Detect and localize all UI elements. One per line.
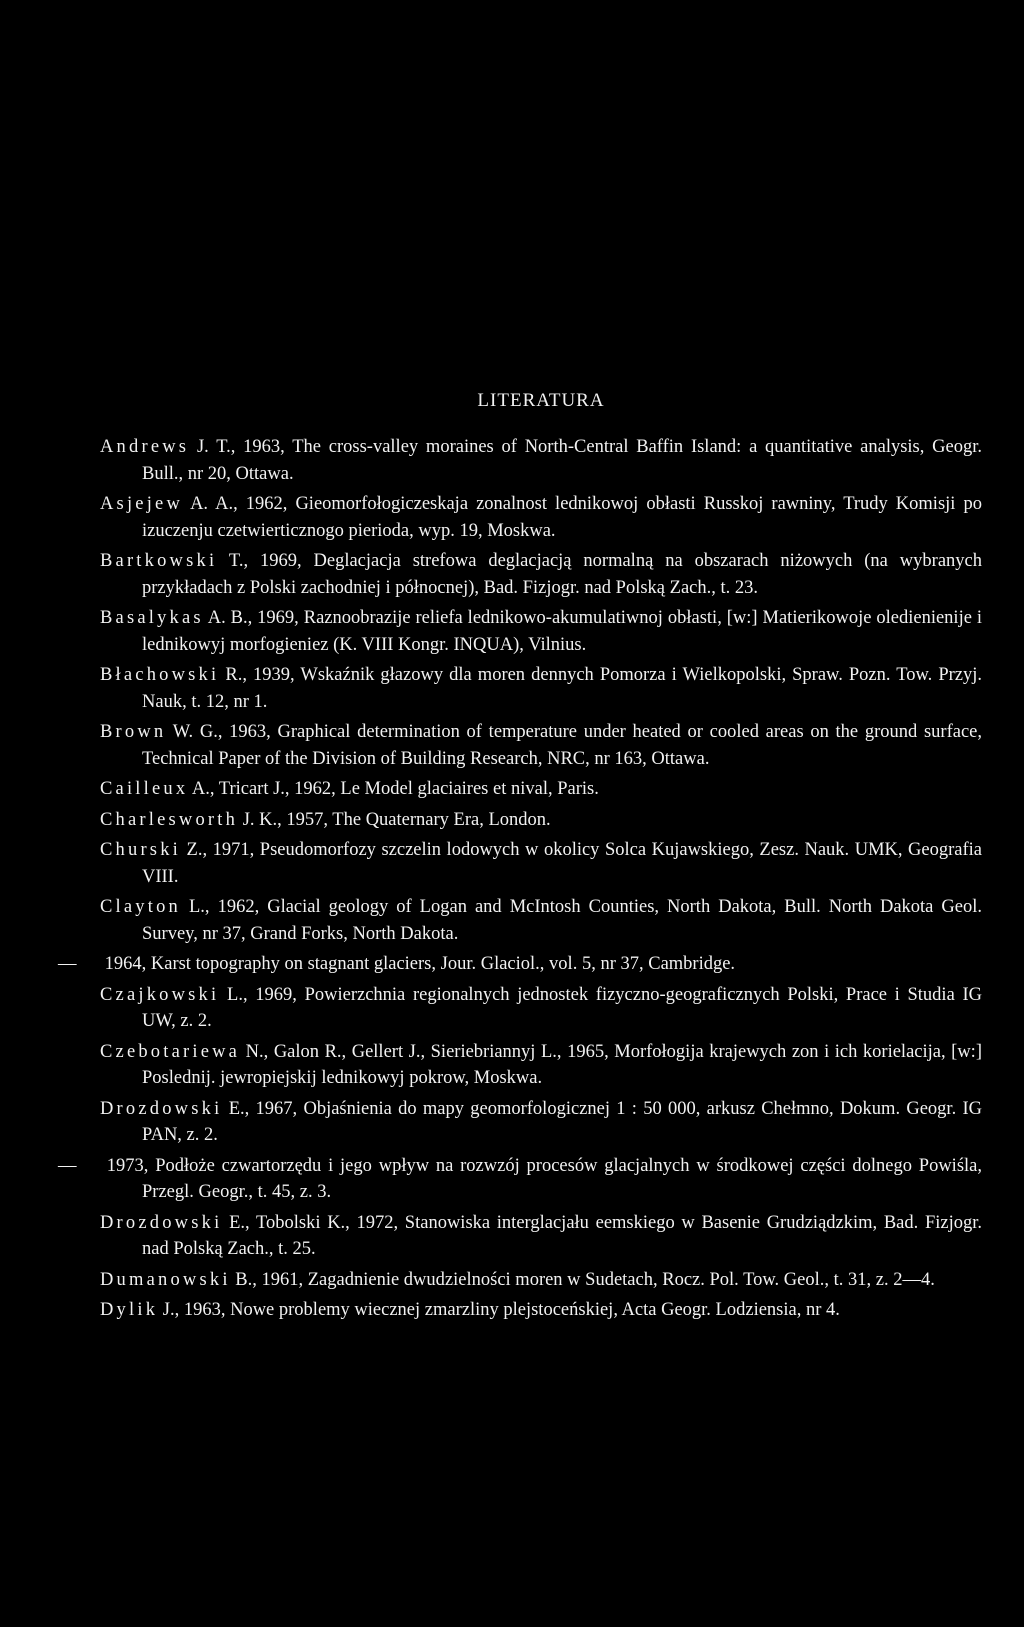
- reference-details: R., 1939, Wskaźnik głazowy dla moren dennych Pomorza i Wielkopolski, Spraw. Pozn. Tow. Przyj. Nauk, t. 12, nr 1.: [142, 665, 982, 712]
- reference-author: Błachowski: [100, 665, 220, 685]
- reference-author: Basalykas: [100, 608, 204, 628]
- page-title: LITERATURA: [477, 390, 605, 411]
- reference-entry: [100, 1267, 982, 1294]
- reference-entry: [100, 837, 982, 890]
- reference-author: Bartkowski: [100, 551, 218, 571]
- bibliography-page: [58, 390, 982, 1328]
- reference-details: A. B., 1969, Raznoobrazije reliefa lednikowo-akumulatiwnoj obłasti, [w:] Matierikowoje oledienienije i lednikowyj morfogieniez (K. VIII Kongr. INQUA), Vilnius.: [142, 608, 982, 655]
- reference-entry: [100, 548, 982, 601]
- reference-details: A. A., 1962, Gieomorfołogiczeskaja zonalnost lednikowoj obłasti Russkoj rawniny, Trudy Komisji po izuczenju czetwierticznogo pierioda, wyp. 19, Moskwa.: [142, 494, 982, 541]
- reference-author: Drozdowski: [100, 1098, 223, 1119]
- reference-details: E., Tobolski K., 1972, Stanowiska interglacjału eemskiego w Basenie Grudziądzkim, Bad. Fizjogr. nad Polską Zach., t. 25.: [142, 1212, 982, 1259]
- reference-author: Dylik: [100, 1300, 159, 1320]
- reference-details: N., Galon R., Gellert J., Sieriebriannyj L., 1965, Morfołogija krajewych zon i ich korielacija, [w:] Poslednij. jewropiejskij lednikowyj pokrow, Moskwa.: [142, 1041, 982, 1088]
- reference-entry: [100, 776, 982, 803]
- reference-details: 1964, Karst topography on stagnant glaciers, Jour. Glaciol., vol. 5, nr 37, Cambridge.: [100, 954, 736, 974]
- reference-details: Z., 1971, Pseudomorfozy szczelin lodowych w okolicy Solca Kujawskiego, Zesz. Nauk. UMK, Geografia VIII.: [142, 840, 982, 887]
- reference-details: T., 1969, Deglacjacja strefowa deglacjacją normalną na obszarach niżowych (na wybranych przykładach z Polski zachodniej i północnej), Bad. Fizjogr. nad Polską Zach., t. 23.: [142, 551, 982, 598]
- reference-author: Czebotariewa: [100, 1041, 241, 1062]
- reference-author: Brown: [100, 722, 167, 742]
- reference-author: Cailleux: [100, 779, 189, 799]
- reference-details: J. K., 1957, The Quaternary Era, London.: [238, 809, 551, 830]
- reference-entry: [100, 491, 982, 544]
- reference-details: B., 1961, Zagadnienie dwudzielności moren w Sudetach, Rocz. Pol. Tow. Geol., t. 31, z. 2—4.: [230, 1269, 935, 1290]
- reference-entry: [100, 894, 982, 947]
- reference-details: E., 1967, Objaśnienia do mapy geomorfologicznej 1 : 50 000, arkusz Chełmno, Dokum. Geogr. IG PAN, z. 2.: [142, 1098, 982, 1145]
- reference-details: L., 1969, Powierzchnia regionalnych jednostek fizyczno-geograficznych Polski, Prace i Studia IG UW, z. 2.: [142, 984, 982, 1031]
- reference-details: L., 1962, Glacial geology of Logan and McIntosh Counties, North Dakota, Bull. North Dakota Geol. Survey, nr 37, Grand Forks, North Dakota.: [142, 897, 982, 944]
- reference-author: Asjejew: [100, 494, 184, 514]
- reference-author: Churski: [100, 840, 181, 860]
- reference-author: Czajkowski: [100, 984, 220, 1005]
- reference-author: Charlesworth: [100, 809, 239, 830]
- reference-author: Andrews: [100, 437, 190, 457]
- reference-details: A., Tricart J., 1962, Le Model glaciaires et nival, Paris.: [188, 779, 599, 799]
- reference-author: Drozdowski: [100, 1212, 223, 1233]
- reference-entry: — 1973, Podłoże czwartorzędu i jego wpływ na rozwzój procesów glacjalnych w środkowej części dolnego Powiśla, Przegl. Geogr., t. 45, z. 3.: [58, 1155, 982, 1202]
- reference-entry: [100, 662, 982, 715]
- reference-author: Clayton: [100, 897, 181, 917]
- reference-details: J., 1963, Nowe problemy wiecznej zmarzliny plejstoceńskiej, Acta Geogr. Lodziensia, nr 4.: [158, 1300, 840, 1320]
- reference-entry: [100, 434, 982, 487]
- reference-details: J. T., 1963, The cross-valley moraines of North-Central Baffin Island: a quantitative analysis, Geogr. Bull., nr 20, Ottawa.: [142, 437, 982, 484]
- reference-details: W. G., 1963, Graphical determination of temperature under heated or cooled areas on the ground surface, Technical Paper of the Division of Building Research, NRC, nr 163, Ottawa.: [142, 722, 982, 769]
- reference-entry: [100, 1210, 982, 1263]
- reference-entry: [100, 807, 982, 834]
- reference-entry: [100, 605, 982, 658]
- reference-details: 1973, Podłoże czwartorzędu i jego wpływ na rozwzój procesów glacjalnych w środkowej części dolnego Powiśla, Przegl. Geogr., t. 45, z. 3.: [100, 1155, 982, 1202]
- reference-entry: [100, 1096, 982, 1149]
- reference-entry: [100, 1039, 982, 1092]
- reference-author: Dumanowski: [100, 1269, 231, 1290]
- reference-entry: [100, 982, 982, 1035]
- reference-entry: [100, 1297, 982, 1324]
- reference-entry: [100, 719, 982, 772]
- reference-entry: — 1964, Karst topography on stagnant glaciers, Jour. Glaciol., vol. 5, nr 37, Cambridge.: [58, 954, 736, 974]
